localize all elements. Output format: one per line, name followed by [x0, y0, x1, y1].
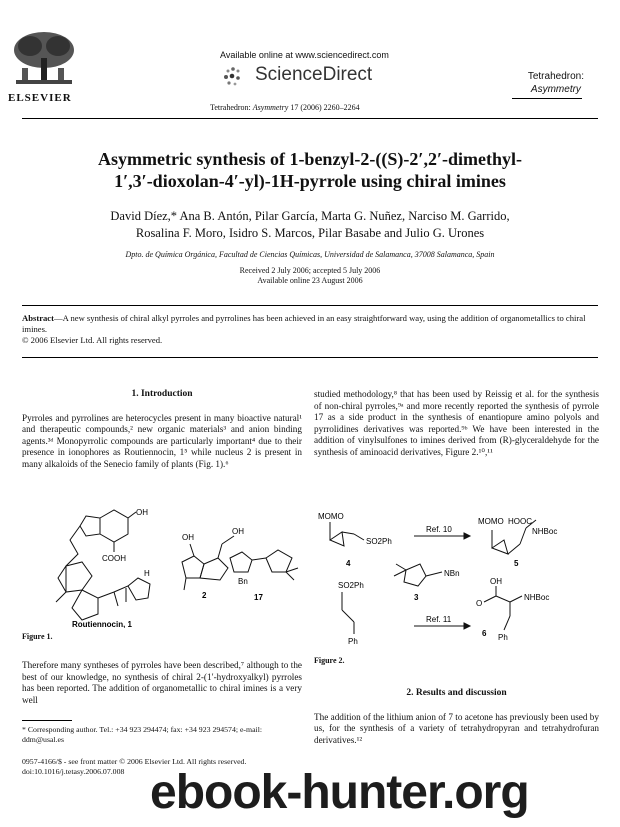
citation-prefix: Tetrahedron:	[210, 103, 253, 112]
intro-para-1: Pyrroles and pyrrolines are heterocycles present in many bioactive natural¹ and therapeutic compounds,² new organic materials³ and anion binding agents.³ᵈ Monopyrrolic compounds are particularly important⁴ due to their presence in ionophores as Routiennocin, 1⁵ while nucleus 2 is present in many alkaloids of the Senecio family of plants (Fig. 1).⁶	[22, 412, 302, 469]
fig2-ph-label: Ph	[498, 633, 508, 642]
intro-para-2: Therefore many syntheses of pyrroles have been described,⁷ although to the best of our knowledge, no synthesis of chiral 2-(1′-hydroxyalkyl) pyrroles has been reported. The addition of organometallic to chiral imines is a very well	[22, 660, 302, 705]
fig2-nbn-label: NBn	[444, 569, 460, 578]
citation-journal: Asymmetry	[252, 103, 289, 112]
author-list	[40, 208, 580, 242]
journal-rule	[512, 98, 582, 99]
fig1-compound-17: 17	[254, 593, 263, 602]
abstract-text: —A new synthesis of chiral alkyl pyrroles and pyrrolines has been achieved in an easy straightforward way, using the addition of organometallics to chiral imines.	[22, 313, 586, 334]
citation-line	[210, 103, 360, 112]
fig1-compound-2: 2	[202, 591, 207, 600]
authors-line-2: Rosalina F. Moro, Isidro S. Marcos, Pilar Basabe and Julio G. Urones	[135, 226, 485, 240]
fig2-compound-4: 4	[346, 559, 351, 568]
figure-1-structures	[22, 506, 302, 628]
abstract-label: Abstract	[22, 313, 54, 323]
journal-title: Tetrahedron:	[527, 71, 584, 82]
journal-name	[528, 70, 584, 96]
fig2-so2ph-label: SO2Ph	[366, 537, 392, 546]
abstract	[22, 313, 598, 346]
online-date: Available online 23 August 2006	[257, 276, 363, 285]
fig1-bn-label: Bn	[238, 577, 248, 586]
figure-1-caption: Figure 1.	[22, 632, 53, 641]
fig2-oh-label: OH	[490, 577, 502, 586]
results-section	[314, 688, 599, 746]
abstract-bottom-rule	[22, 357, 598, 358]
fig2-momo-label: MOMO	[318, 512, 344, 521]
publisher-name: ELSEVIER	[8, 92, 72, 104]
title-line-1: Asymmetric synthesis of 1-benzyl-2-((S)-2′,2′-dimethyl-	[97, 149, 523, 169]
intro-para-3: studied methodology,⁸ that has been used by Reissig et al. for the synthesis of non-chiral pyrroles,⁹ᵃ and more recently reported the synthesis of pyrrole 17 as a side product in the synthesis of enantiopure amino polyols and pyrrolidines derivatives was reported.⁹ᵇ We have been interested in the addition of vinylsulfones to imines derived from (R)-glyceraldehyde for the synthesis of aminoacid derivatives, Figure 2.¹⁰,¹¹	[314, 389, 599, 457]
authors-line-1: David Díez,* Ana B. Antón, Pilar García, Marta G. Nuñez, Narciso M. Garrido,	[110, 209, 510, 223]
fig2-compound-6: 6	[482, 629, 487, 638]
fig1-oh-label: OH	[136, 508, 148, 517]
available-online: Available online at www.sciencedirect.com	[220, 50, 389, 60]
affiliation: Dpto. de Química Orgánica, Facultad de Ciencias Químicas, Universidad de Salamanca, 37008 Salamanca, Spain	[125, 250, 495, 259]
fig1-nh-label: H	[144, 569, 150, 578]
corresponding-author: * Corresponding author. Tel.: +34 923 294474; fax: +34 923 294574; e-mail: ddm@usal.es	[22, 725, 263, 744]
fig1-oh2-label: OH	[182, 533, 194, 542]
watermark: ebook-hunter.org	[150, 766, 529, 819]
figure-2-caption: Figure 2.	[314, 656, 345, 665]
fig2-ref10-label: Ref. 10	[426, 525, 452, 534]
doi-line: doi:10.1016/j.tetasy.2006.07.008	[22, 767, 125, 776]
fig1-compound-1: Routiennocin, 1	[72, 620, 132, 628]
footnote-rule	[22, 720, 72, 721]
fig2-ref11-label: Ref. 11	[426, 615, 452, 624]
fig2-so2ph2-label: SO2Ph	[338, 581, 364, 590]
fig2-momo2-label: MOMO	[478, 517, 504, 526]
intro-section	[22, 389, 302, 470]
abstract-top-rule	[22, 305, 598, 306]
sciencedirect-icon	[222, 65, 252, 89]
fig2-ph2-label: Ph	[348, 637, 358, 646]
intro-heading: 1. Introduction	[131, 389, 193, 399]
fig2-compound-3: 3	[414, 593, 419, 602]
fig1-oh3-label: OH	[232, 527, 244, 536]
abstract-copyright: © 2006 Elsevier Ltd. All rights reserved.	[22, 335, 163, 345]
title-line-2: 1′,3′-dioxolan-4′-yl)-1H-pyrrole using chiral imines	[114, 171, 506, 191]
front-matter-line: 0957-4166/$ - see front matter © 2006 Elsevier Ltd. All rights reserved.	[22, 757, 247, 766]
header-rule	[22, 118, 598, 119]
fig2-compound-5: 5	[514, 559, 519, 568]
fig1-cooh-label: COOH	[102, 554, 126, 563]
fig2-hooc-label: HOOC	[508, 517, 532, 526]
sciencedirect-logo: ScienceDirect	[255, 64, 373, 85]
article-title	[40, 148, 580, 192]
results-heading: 2. Results and discussion	[406, 688, 507, 698]
fig2-nhboc-label: NHBoc	[532, 527, 558, 536]
received-date: Received 2 July 2006; accepted 5 July 2006	[239, 266, 381, 275]
fig2-nhboc2-label: NHBoc	[524, 593, 550, 602]
article-dates	[40, 266, 580, 286]
results-para: The addition of the lithium anion of 7 to acetone has previously been used by us, for the synthesis of a variety of tetrahydropyran and tetrahydrofuran derivatives.¹²	[314, 711, 599, 745]
figure-2-scheme	[314, 506, 599, 646]
citation-suffix: 17 (2006) 2260–2264	[288, 103, 360, 112]
journal-subtitle: Asymmetry	[530, 84, 581, 95]
elsevier-tree-logo	[8, 28, 80, 90]
fig2-o-label: O	[476, 599, 483, 608]
